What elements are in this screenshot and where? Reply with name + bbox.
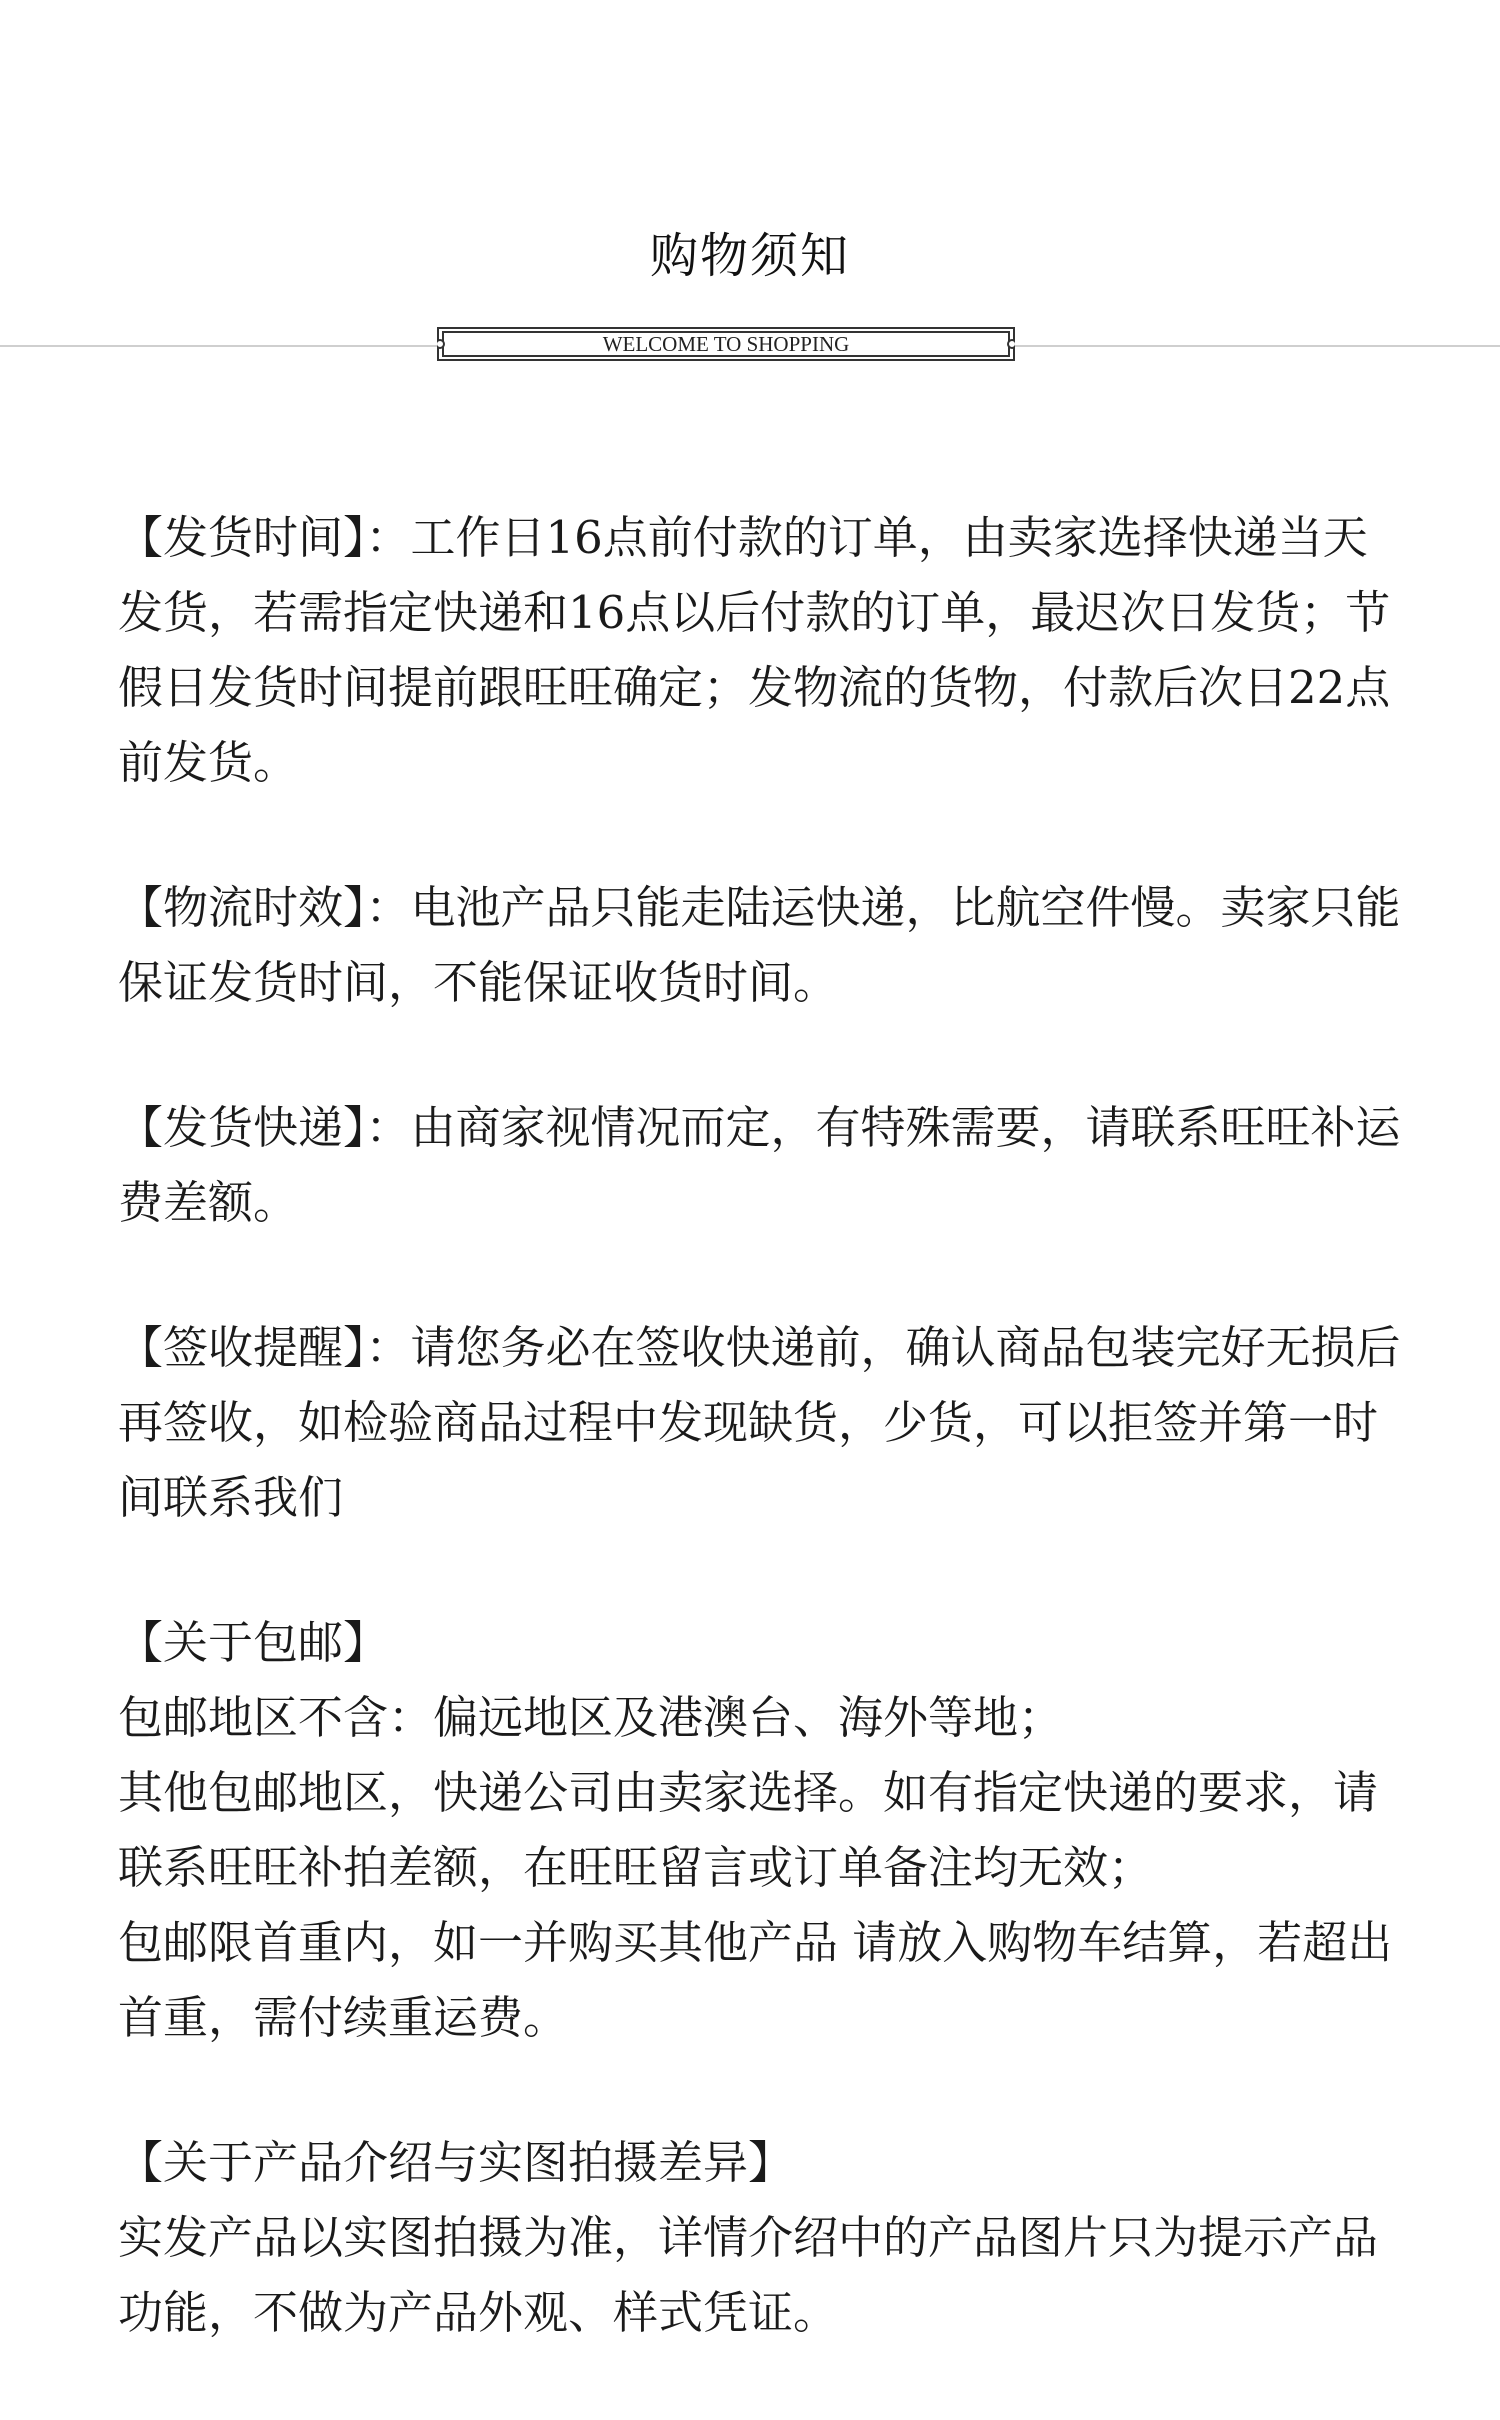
section-heading: 【物流时效】： [118, 881, 411, 934]
section-heading: 【发货时间】： [118, 511, 411, 564]
section-shipping-time [118, 500, 1408, 800]
section-text: 由商家视情况而定，有特殊需要，请联系旺旺补运费差额。 [118, 1101, 1401, 1229]
section-line: 其他包邮地区，快递公司由卖家选择。如有指定快递的要求，请联系旺旺补拍差额，在旺旺留言或订单备注均无效； [118, 1766, 1379, 1894]
section-line: 包邮地区不含：偏远地区及港澳台、海外等地； [118, 1691, 1064, 1744]
section-courier [118, 1090, 1408, 1240]
section-signing-reminder [118, 1310, 1408, 1535]
section-line: 实发产品以实图拍摄为准，详情介绍中的产品图片只为提示产品功能，不做为产品外观、样式凭证。 [118, 2211, 1379, 2339]
section-paragraph [118, 500, 1408, 800]
section-heading: 【签收提醒】： [118, 1321, 411, 1374]
section-product-images [118, 2125, 1408, 2350]
section-text: 电池产品只能走陆运快递，比航空件慢。卖家只能保证发货时间，不能保证收货时间。 [118, 881, 1401, 1009]
section-paragraph [118, 870, 1408, 1020]
section-heading: 【关于产品介绍与实图拍摄差异】 [118, 2136, 794, 2189]
section-text: 请您务必在签收快递前，确认商品包装完好无损后再签收，如检验商品过程中发现缺货，少货，可以拒签并第一时间联系我们 [118, 1321, 1401, 1524]
banner-text: WELCOME TO SHOPPING [602, 332, 850, 356]
section-free-shipping [118, 1605, 1408, 2055]
notice-content [118, 500, 1408, 2420]
section-heading: 【发货快递】： [118, 1101, 411, 1154]
welcome-banner [437, 327, 1015, 361]
section-line: 包邮限首重内，如一并购买其他产品 请放入购物车结算，若超出首重，需付续重运费。 [118, 1916, 1393, 2044]
section-text: 工作日16点前付款的订单，由卖家选择快递当天发货，若需指定快递和16点以后付款的订单，最迟次日发货；节假日发货时间提前跟旺旺确定；发物流的货物，付款后次日22点前发货。 [118, 511, 1391, 789]
section-paragraph [118, 1090, 1408, 1240]
section-logistics-time [118, 870, 1408, 1020]
section-heading: 【关于包邮】 [118, 1616, 389, 1669]
page-title: 购物须知 [649, 228, 850, 284]
section-paragraph [118, 1310, 1408, 1535]
